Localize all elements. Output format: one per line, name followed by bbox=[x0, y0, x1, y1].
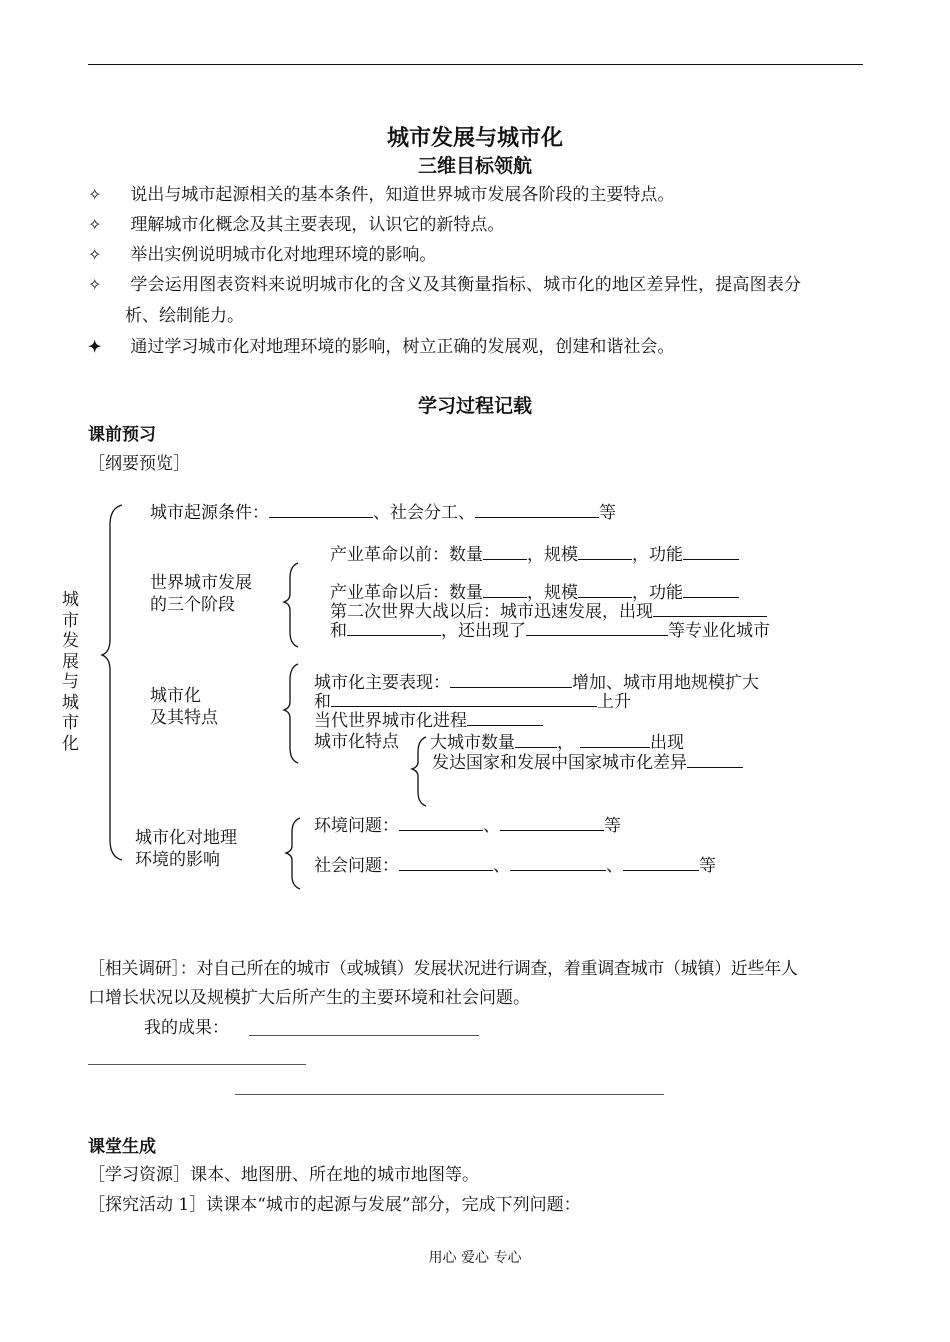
classroom-heading: 课堂生成 bbox=[88, 1137, 156, 1157]
urbanization-text: 和 bbox=[314, 692, 331, 712]
blank-field[interactable] bbox=[347, 619, 441, 636]
blank-field[interactable] bbox=[450, 671, 572, 688]
root-label-char: 展 bbox=[62, 651, 79, 672]
stage-text: ，规模 bbox=[527, 545, 578, 565]
stage-text: 产业革命以后：数量 bbox=[330, 583, 483, 603]
star-bullet-icon: ✦ bbox=[88, 337, 102, 356]
stages-label-1: 世界城市发展 bbox=[150, 573, 252, 593]
impact-text: 等 bbox=[604, 816, 621, 836]
root-label-char: 与 bbox=[62, 672, 79, 692]
blank-field[interactable] bbox=[510, 854, 606, 871]
impact-label-2: 环境的影响 bbox=[135, 850, 220, 870]
stage-text: 等专业化城市 bbox=[668, 621, 770, 641]
urbanization-label-1: 城市化 bbox=[150, 686, 201, 706]
learning-resources: ［学习资源］课本、地图册、所在地的城市地图等。 bbox=[88, 1165, 479, 1185]
page-footer: 用心 爱心 专心 bbox=[428, 1250, 522, 1266]
section-title: 学习过程记载 bbox=[417, 395, 532, 417]
urbanization-text: 城市化主要表现： bbox=[314, 673, 450, 693]
origin-label: 城市起源条件： bbox=[150, 503, 269, 523]
preview-heading: 课前预习 bbox=[88, 425, 156, 445]
urbanization-text: 上升 bbox=[597, 692, 631, 712]
root-label bbox=[62, 590, 82, 754]
impact-text: 、 bbox=[483, 816, 500, 836]
blank-field[interactable] bbox=[483, 581, 527, 598]
urbanization-process-row bbox=[314, 709, 543, 732]
page-subtitle: 三维目标领航 bbox=[417, 155, 532, 177]
urbanization-text: 当代世界城市化进程 bbox=[314, 711, 467, 731]
urbanization-text: 增加、城市用地规模扩大 bbox=[572, 673, 759, 693]
blank-field[interactable] bbox=[331, 690, 597, 707]
objective-text: 通过学习城市化对地理环境的影响，树立正确的发展观，创建和谐社会。 bbox=[130, 337, 675, 357]
urbanization-text: ， bbox=[557, 733, 574, 753]
urbanization-features-label: 城市化特点 bbox=[314, 732, 399, 752]
urbanization-brace bbox=[284, 664, 298, 763]
social-row bbox=[314, 854, 716, 877]
blank-field[interactable] bbox=[578, 543, 632, 560]
stage-text: ，规模 bbox=[527, 583, 578, 603]
blank-field[interactable] bbox=[269, 501, 373, 518]
objective-text: 举出实例说明城市化对地理环境的影响。 bbox=[130, 245, 437, 265]
impact-text: 、 bbox=[606, 856, 623, 876]
objective-text-continued: 析、绘制能力。 bbox=[125, 306, 244, 326]
origin-row bbox=[150, 501, 616, 524]
answer-line[interactable] bbox=[249, 1035, 479, 1036]
stage-text: ，功能 bbox=[632, 583, 683, 603]
root-label-char: 城 bbox=[62, 590, 79, 610]
impact-text: 等 bbox=[699, 856, 716, 876]
blank-field[interactable] bbox=[687, 751, 743, 768]
activity-1: ［探究活动 1］读课本“城市的起源与发展”部分，完成下列问题： bbox=[88, 1195, 581, 1215]
features-brace bbox=[412, 737, 426, 806]
stages-brace bbox=[284, 563, 298, 647]
stage-text: ，功能 bbox=[632, 545, 683, 565]
objective-text: 学会运用图表资料来说明城市化的含义及其衡量指标、城市化的地区差异性，提高图表分 bbox=[130, 275, 802, 295]
stages-label-2: 的三个阶段 bbox=[150, 595, 235, 615]
blank-field[interactable] bbox=[467, 709, 543, 726]
blank-field[interactable] bbox=[399, 814, 483, 831]
result-row bbox=[144, 1017, 229, 1039]
origin-end: 等 bbox=[599, 503, 616, 523]
page-title: 城市发展与城市化 bbox=[386, 125, 563, 151]
blank-field[interactable] bbox=[683, 543, 739, 560]
impact-brace bbox=[286, 818, 300, 889]
stage-postwar-row-2 bbox=[330, 619, 770, 642]
difference-row bbox=[432, 751, 743, 774]
root-label-char: 市 bbox=[62, 713, 79, 733]
urbanization-text: 出现 bbox=[650, 733, 684, 753]
blank-field[interactable] bbox=[578, 581, 632, 598]
blank-field[interactable] bbox=[500, 814, 604, 831]
objective-text: 说出与城市起源相关的基本条件，知道世界城市发展各阶段的主要特点。 bbox=[130, 185, 675, 205]
root-label-char: 发 bbox=[62, 631, 79, 651]
blank-field[interactable] bbox=[515, 731, 557, 748]
blank-field[interactable] bbox=[399, 854, 493, 871]
diamond-bullet-icon: ✧ bbox=[88, 275, 102, 294]
blank-field[interactable] bbox=[526, 619, 668, 636]
origin-mid: 、社会分工、 bbox=[373, 503, 475, 523]
urbanization-text: 发达国家和发展中国家城市化差异 bbox=[432, 753, 687, 773]
root-brace bbox=[102, 505, 122, 860]
impact-label-1: 城市化对地理 bbox=[135, 828, 237, 848]
diamond-bullet-icon: ✧ bbox=[88, 245, 102, 264]
result-label: 我的成果： bbox=[144, 1018, 229, 1038]
stage-text: 和 bbox=[330, 621, 347, 641]
diamond-bullet-icon: ✧ bbox=[88, 185, 102, 204]
answer-line[interactable] bbox=[235, 1094, 664, 1095]
stage-text: 第二次世界大战以后：城市迅速发展，出现 bbox=[330, 602, 653, 622]
objective-text: 理解城市化概念及其主要表现，认识它的新特点。 bbox=[130, 215, 505, 235]
blank-field[interactable] bbox=[683, 581, 739, 598]
impact-text: 环境问题： bbox=[314, 816, 399, 836]
answer-line[interactable] bbox=[88, 1064, 306, 1065]
root-label-char: 市 bbox=[62, 610, 79, 631]
blank-field[interactable] bbox=[623, 854, 699, 871]
outline-label: ［纲要预览］ bbox=[88, 454, 190, 474]
root-label-char: 城 bbox=[62, 692, 79, 713]
research-line-2: 口增长状况以及规模扩大后所产生的主要环境和社会问题。 bbox=[88, 988, 530, 1008]
stage-before-row bbox=[330, 543, 739, 566]
urbanization-text: 大城市数量 bbox=[430, 733, 515, 753]
urbanization-label-2: 及其特点 bbox=[150, 708, 218, 728]
blank-field[interactable] bbox=[483, 543, 527, 560]
impact-text: 社会问题： bbox=[314, 856, 399, 876]
blank-field[interactable] bbox=[653, 600, 767, 617]
environment-row bbox=[314, 814, 621, 837]
research-line-1: ［相关调研］：对自己所在的城市（或城镇）发展状况进行调查，着重调查城市（城镇）近些年人 bbox=[88, 959, 798, 979]
root-label-char: 化 bbox=[62, 733, 79, 754]
impact-text: 、 bbox=[493, 856, 510, 876]
blank-field[interactable] bbox=[475, 501, 599, 518]
stage-text: 产业革命以前：数量 bbox=[330, 545, 483, 565]
diamond-bullet-icon: ✧ bbox=[88, 215, 102, 234]
blank-field[interactable] bbox=[580, 731, 650, 748]
stage-text: ，还出现了 bbox=[441, 621, 526, 641]
